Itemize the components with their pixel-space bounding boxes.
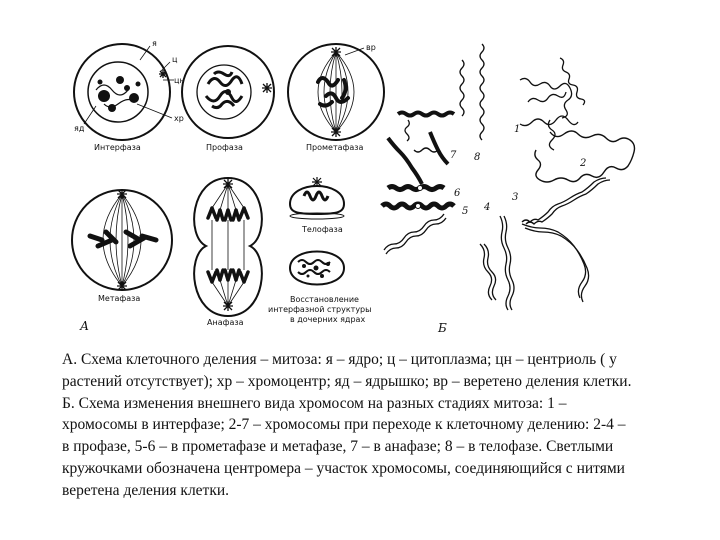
chromosome-3: [522, 178, 610, 224]
label-telophase: Телофаза: [302, 225, 343, 234]
caption-line: веретена деления клетки.: [62, 481, 230, 499]
chromosome-2: [535, 131, 635, 182]
number-4: 4: [484, 202, 491, 213]
metaphase-cell: [72, 189, 172, 291]
panel-b-letter: Б: [438, 321, 447, 335]
marker-ya: я: [152, 39, 157, 48]
label-prophase: Профаза: [206, 143, 243, 152]
marker-yad: яд: [74, 124, 85, 133]
label-restoration-2: интерфазной структуры: [268, 305, 372, 314]
number-3: 3: [512, 192, 519, 203]
caption-line: в профазе, 5-6 – в прометафазе и метафазе, 7 – в анафазе; 8 – в телофазе. Светлыми: [62, 438, 614, 456]
caption-line: А. Схема клеточного деления – митоза: я – ядро; ц – цитоплазма; цн – центриоль ( у: [62, 351, 617, 368]
number-5: 5: [462, 206, 469, 217]
prometaphase-cell: [288, 44, 384, 140]
chromosome-7: [388, 113, 454, 185]
caption-line: Б. Схема изменения внешнего вида хромосом на разных стадиях митоза: 1 –: [62, 394, 567, 412]
number-2: 2: [580, 158, 587, 169]
label-anaphase: Анафаза: [207, 318, 244, 327]
chromosome-lower: [384, 214, 496, 300]
figure-caption: [62, 349, 702, 502]
caption-line: кружочками обозначена центромера – участок хромосомы, соединяющийся с нитями: [62, 459, 625, 477]
label-interphase: Интерфаза: [94, 143, 141, 152]
marker-vr: вр: [366, 43, 376, 52]
label-restoration-1: Восстановление: [290, 295, 359, 304]
caption-line: хромосомы в интерфазе; 2-7 – хромосомы при переходе к клеточному делению: 2-4 –: [62, 416, 626, 434]
chromosome-1: [520, 58, 585, 150]
label-restoration-3: в дочерних ядрах: [290, 315, 366, 324]
marker-ts: ц: [172, 55, 178, 64]
interphase-cell: [74, 44, 174, 140]
number-1: 1: [514, 124, 521, 135]
marker-tsn: цн: [174, 76, 185, 85]
label-prometaphase: Прометафаза: [306, 143, 364, 152]
chromosome-6: [388, 186, 444, 191]
number-6: 6: [454, 188, 461, 199]
chromosome-8: [405, 44, 484, 152]
telophase-cell: [290, 177, 344, 219]
daughter-nuclei-cell: [290, 252, 344, 285]
chromosome-4: [500, 216, 589, 310]
prophase-cell: [182, 46, 274, 138]
number-7: 7: [450, 150, 457, 161]
panel-a-letter: А: [80, 319, 90, 333]
marker-khr: хр: [174, 114, 184, 123]
label-metaphase: Метафаза: [98, 294, 141, 303]
anaphase-cell: [194, 178, 262, 316]
number-8: 8: [474, 152, 481, 163]
chromosome-5: [382, 204, 454, 209]
caption-line: растений отсутствует); хр – хромоцентр; яд – ядрышко; вр – веретено деления клетки.: [62, 372, 632, 390]
